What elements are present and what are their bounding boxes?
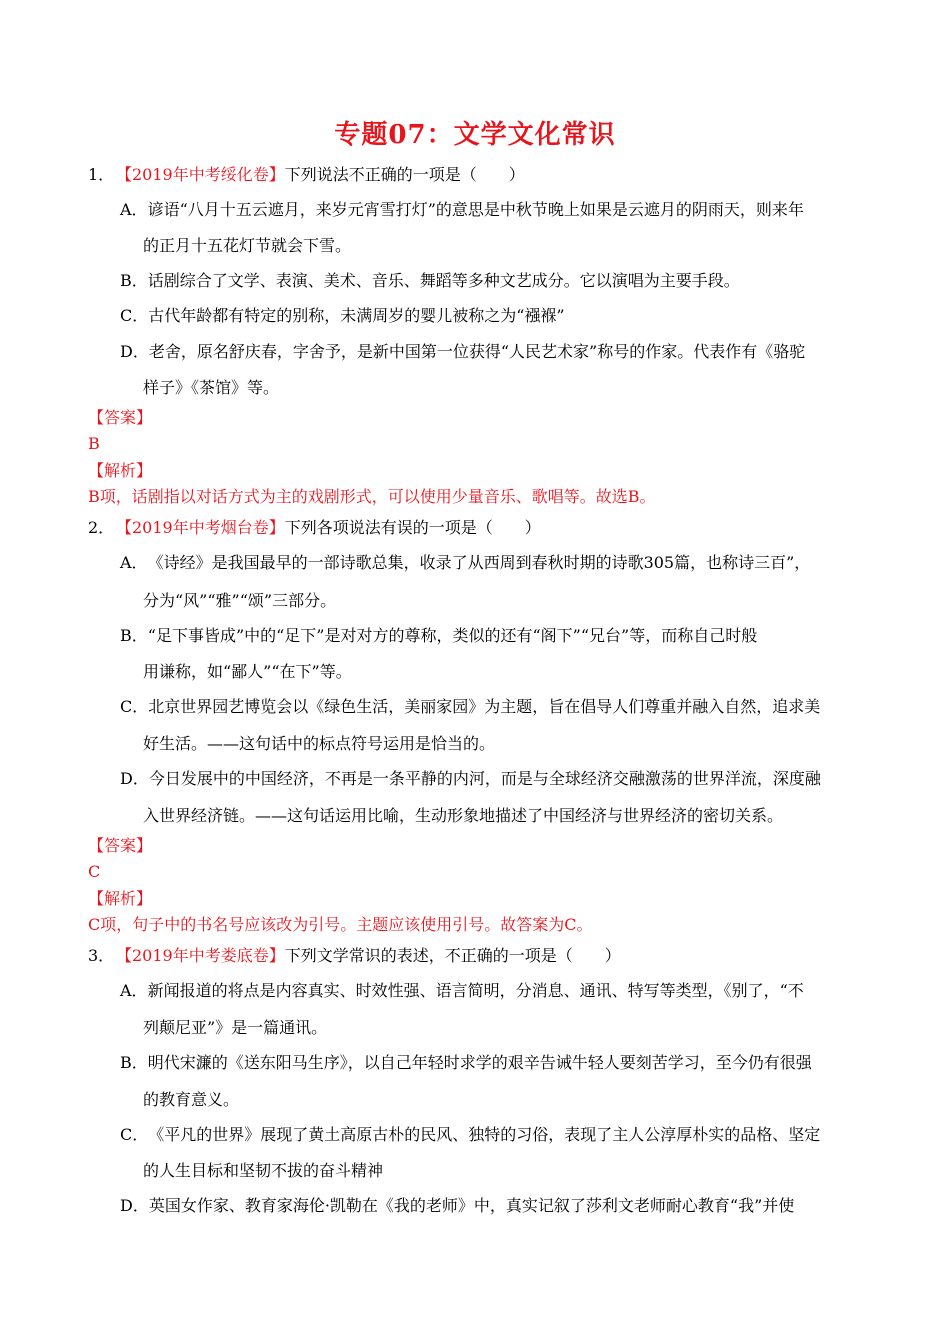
option-text: 北京世界园艺博览会以《绿色生活，美丽家园》为主题，旨在倡导人们尊重并融入自然，追求美	[148, 697, 821, 716]
answer-label: 【答案】	[88, 836, 153, 855]
question-text: 下列说法不正确的一项是（ ）	[284, 165, 525, 184]
option-d-line2: 入世界经济链。——这句话运用比喻，生动形象地描述了中国经济与世界经济的密切关系。	[143, 806, 784, 825]
option-text: “足下事皆成”中的“足下”是对对方的尊称，类似的还有“阁下”“兄台”等，而称自己时般	[147, 626, 758, 645]
option-text: 话剧综合了文学、表演、美术、音乐、舞蹈等多种文艺成分。它以演唱为主要手段。	[147, 271, 740, 290]
option-c-line1	[120, 1124, 820, 1146]
option-text: 英国女作家、教育家海伦·凯勒在《我的老师》中，真实记叙了莎利文老师耐心教育“我”并使	[148, 1196, 795, 1215]
option-a-line1	[120, 199, 804, 221]
option-b-line1	[120, 270, 740, 292]
option-c-line2: 的人生目标和坚韧不拔的奋斗精神	[143, 1161, 384, 1180]
analysis-label: 【解析】	[88, 461, 153, 480]
question-text: 下列文学常识的表述，不正确的一项是（ ）	[284, 946, 621, 965]
question-number: 2．	[88, 518, 115, 537]
option-b-line2: 的教育意义。	[143, 1090, 240, 1109]
option-b-line1	[120, 625, 757, 647]
option-c-line1	[120, 305, 565, 327]
option-b-line1	[120, 1052, 812, 1074]
question-number: 3．	[88, 946, 115, 965]
question-3-stem	[88, 945, 621, 967]
analysis-label: 【解析】	[88, 889, 153, 908]
option-a-line1	[120, 980, 804, 1002]
option-c-line2: 好生活。——这句话中的标点符号运用是恰当的。	[143, 734, 496, 753]
option-a-line2: 的正月十五花灯节就会下雪。	[143, 236, 352, 255]
option-d-line1	[120, 768, 821, 790]
option-text: 新闻报道的将点是内容真实、时效性强、语言简明，分消息、通讯、特写等类型，《别了，“不	[147, 981, 804, 1000]
question-number: 1．	[88, 165, 115, 184]
question-2-stem	[88, 517, 541, 539]
analysis-text: C项，句子中的书名号应该改为引号。主题应该使用引号。故答案为C。	[88, 915, 593, 934]
option-letter: A．	[120, 553, 148, 572]
option-d-line1	[120, 341, 805, 363]
option-letter: A．	[120, 200, 148, 219]
option-letter: B．	[120, 271, 148, 290]
question-source: 【2019年中考娄底卷】	[116, 946, 285, 965]
option-text: 谚语“八月十五云遮月，来岁元宵雪打灯”的意思是中秋节晚上如果是云遮月的阴雨天，则来年	[147, 200, 804, 219]
option-letter: C．	[120, 1125, 149, 1144]
option-letter: B．	[120, 1053, 148, 1072]
page-title: 专题07：文学文化常识	[334, 120, 616, 150]
option-d-line2: 样子》《茶馆》等。	[143, 378, 280, 397]
option-b-line2: 用谦称，如“鄙人”“在下”等。	[143, 662, 352, 681]
answer-label: 【答案】	[88, 408, 153, 427]
option-letter: B．	[120, 626, 148, 645]
option-letter: D．	[120, 1196, 149, 1215]
option-text: 古代年龄都有特定的别称，未满周岁的婴儿被称之为“襁褓”	[148, 306, 565, 325]
option-a-line2: 分为“风”“雅”“颂”三部分。	[143, 591, 337, 610]
option-d-line1	[120, 1195, 794, 1217]
option-letter: A．	[120, 981, 148, 1000]
option-a-line1	[120, 552, 810, 574]
answer-value: C	[88, 862, 101, 881]
option-letter: D．	[120, 769, 149, 788]
question-source: 【2019年中考烟台卷】	[116, 518, 285, 537]
option-text: 明代宋濂的《送东阳马生序》，以自己年轻时求学的艰辛告诫牛轻人要刻苦学习，至今仍有很强	[147, 1053, 812, 1072]
option-text: 《平凡的世界》展现了黄土高原古朴的民风、独特的习俗，表现了主人公淳厚朴实的品格、坚定	[148, 1125, 821, 1144]
option-text: 今日发展中的中国经济，不再是一条平静的内河，而是与全球经济交融激荡的世界洋流，深度融	[148, 769, 821, 788]
analysis-text: B项，话剧指以对话方式为主的戏剧形式，可以使用少量音乐、歌唱等。故选B。	[88, 487, 656, 506]
option-letter: D．	[120, 342, 149, 361]
option-letter: C．	[120, 306, 149, 325]
option-a-line2: 列颠尼亚”》是一篇通讯。	[143, 1018, 328, 1037]
question-1-stem	[88, 164, 525, 186]
question-source: 【2019年中考绥化卷】	[116, 165, 285, 184]
option-text: 《诗经》是我国最早的一部诗歌总集，收录了从西周到春秋时期的诗歌305篇，也称诗三百”，	[147, 553, 811, 572]
option-text: 老舍，原名舒庆春，字舍予，是新中国第一位获得“人民艺术家”称号的作家。代表作有《骆驼	[148, 342, 806, 361]
answer-value: B	[88, 434, 100, 453]
question-text: 下列各项说法有误的一项是（ ）	[284, 518, 541, 537]
option-c-line1	[120, 696, 820, 718]
option-letter: C．	[120, 697, 149, 716]
